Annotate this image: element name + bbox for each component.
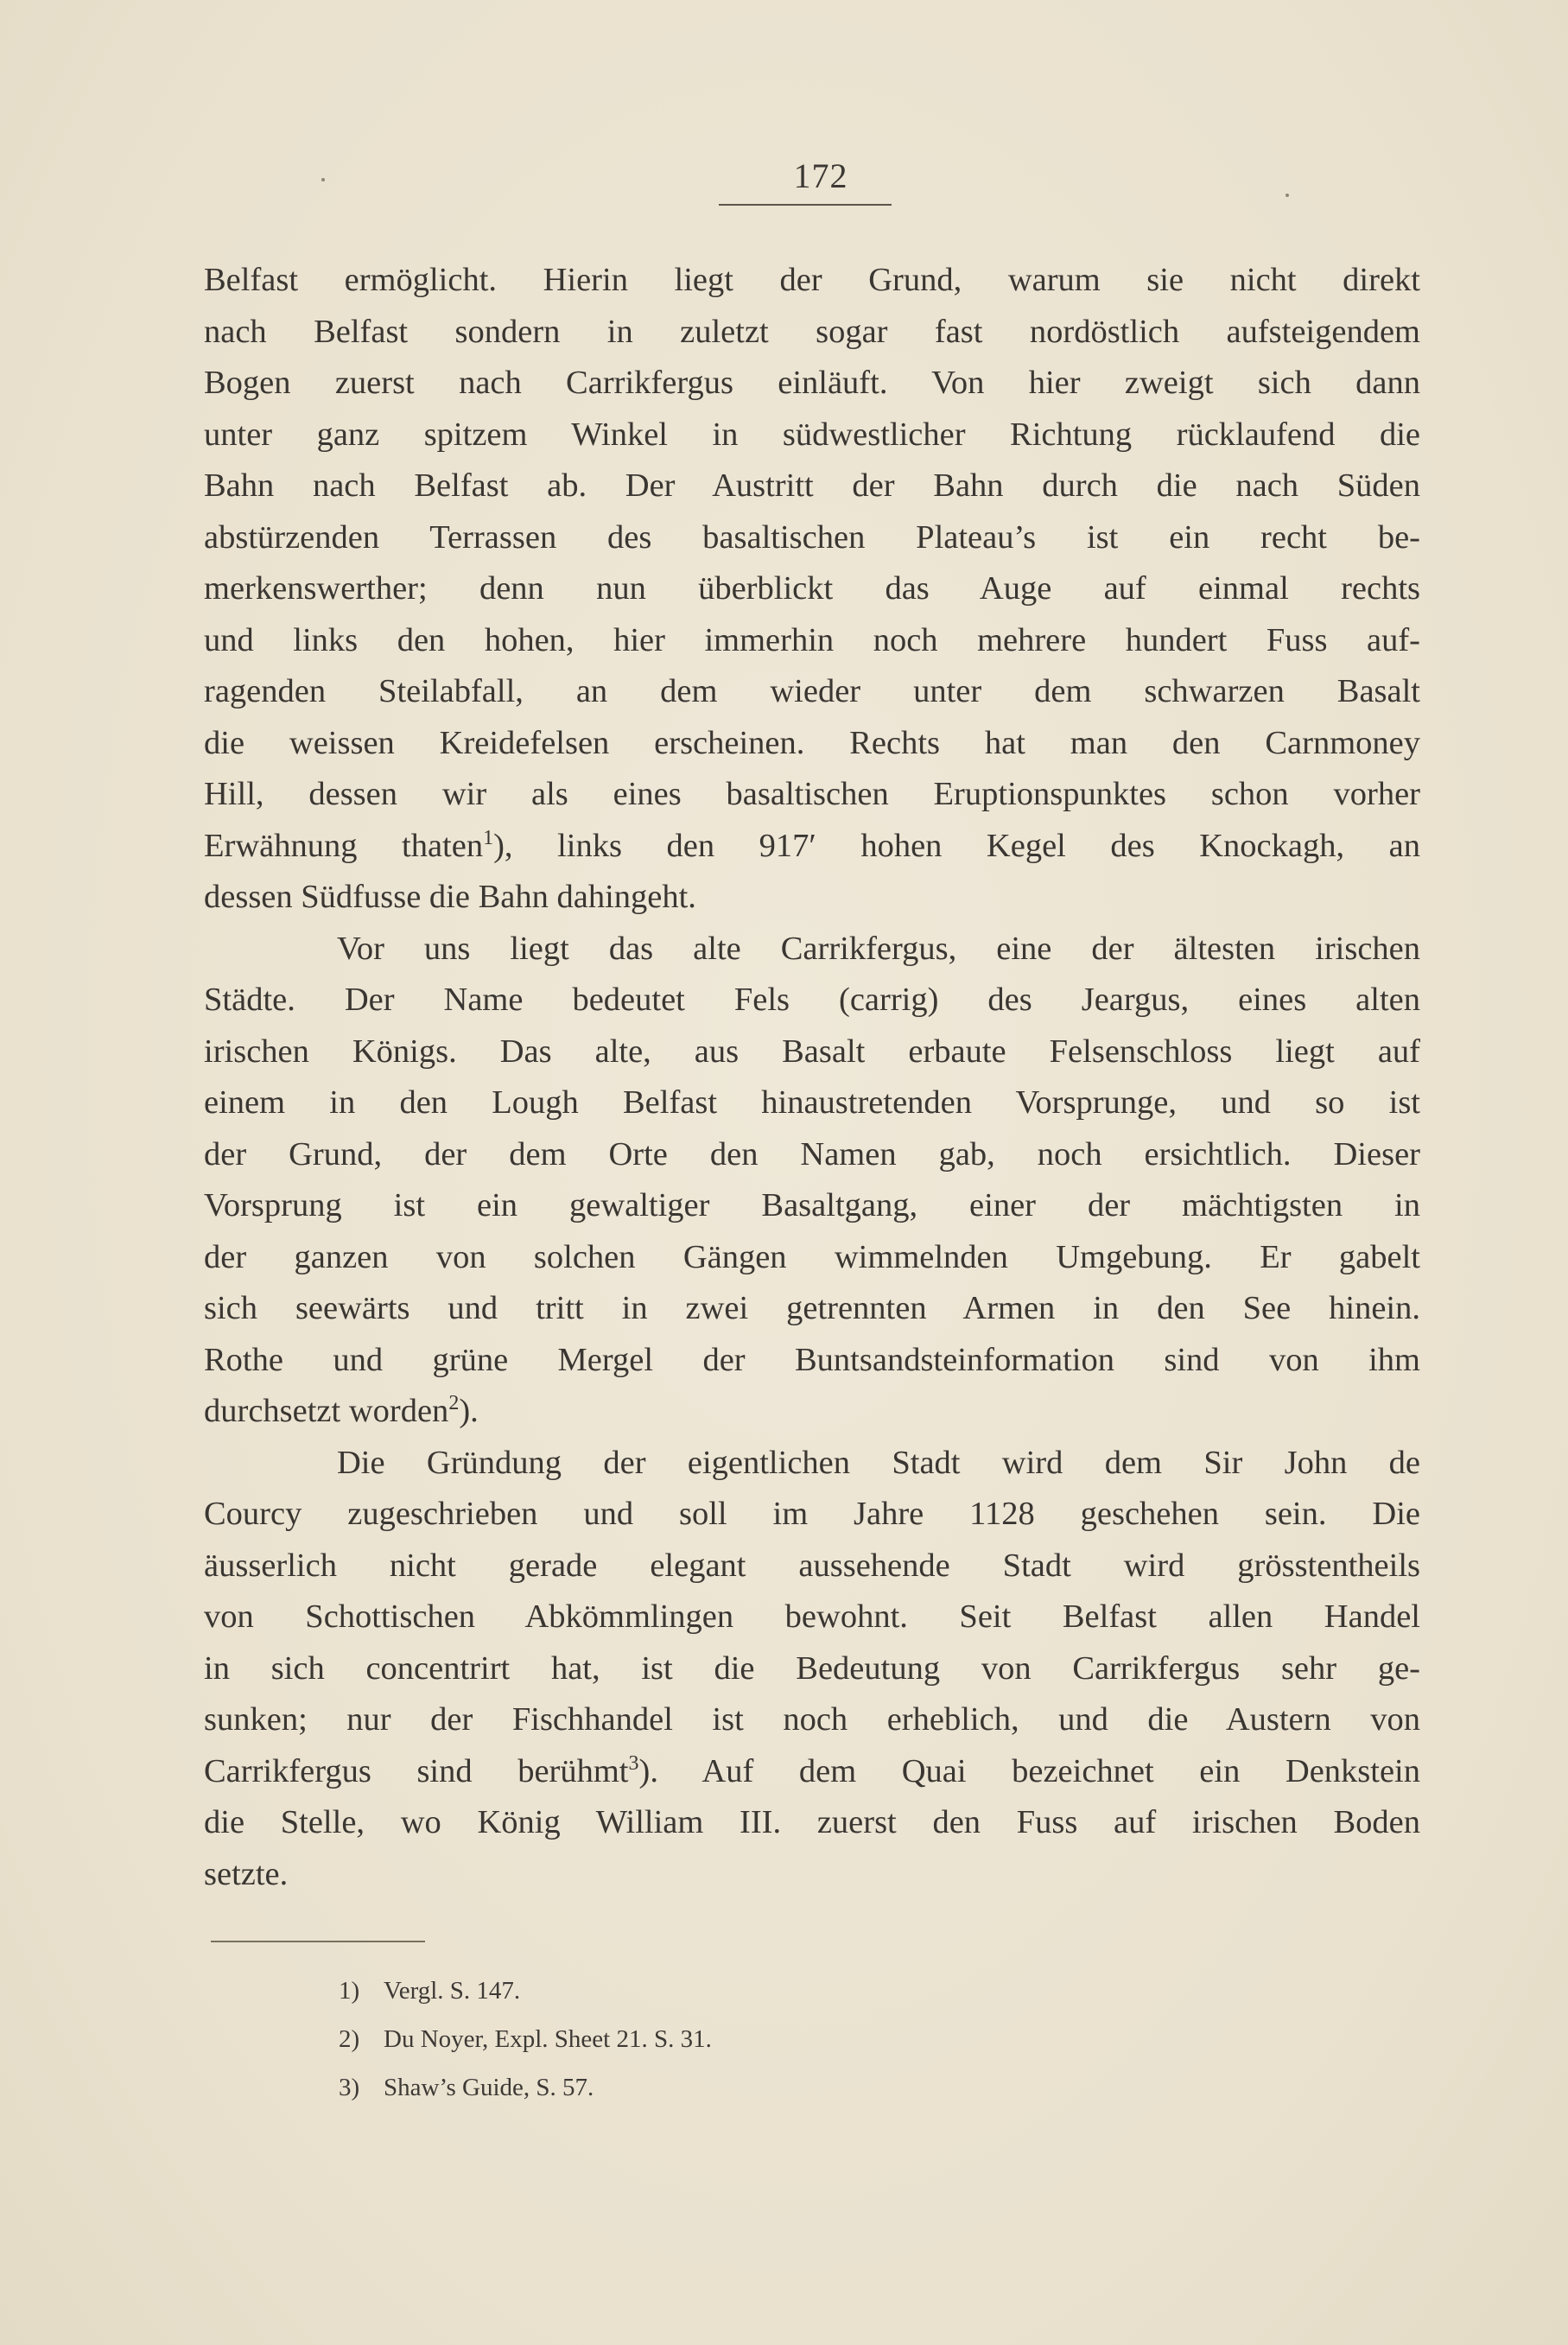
text-line — [204, 821, 1420, 873]
text-line: und links den hohen, hier immerhin noch mehrere hundert Fuss auf- — [204, 621, 1420, 658]
text-segment: ). — [459, 1393, 479, 1429]
footnote — [339, 2015, 1116, 2063]
footnote-number: 3) — [339, 2074, 360, 2101]
text-line: Bogen zuerst nach Carrikfergus einläuft. Von hier zweigt sich dann — [204, 365, 1420, 401]
footnote-text: Vergl. S. 147. — [384, 1977, 521, 2005]
footnote — [339, 1967, 1116, 2015]
footnote-ref-1: 1 — [483, 826, 494, 849]
text-line: irischen Königs. Das alte, aus Basalt erbaute Felsenschloss liegt auf — [204, 1033, 1420, 1070]
footnote-number: 2) — [339, 2025, 360, 2053]
footnote-separator — [211, 1941, 425, 1942]
text-segment: durchsetzt worden — [204, 1393, 449, 1429]
text-line: setzte. — [204, 1855, 289, 1892]
text-segment: Carrikfergus sind berühmt — [204, 1752, 629, 1789]
text-line — [204, 1746, 1420, 1798]
text-line: der Grund, der dem Orte den Namen gab, noch ersichtlich. Dieser — [204, 1135, 1420, 1172]
text-line: Vorsprung ist ein gewaltiger Basaltgang, einer der mächtigsten in — [204, 1187, 1420, 1223]
text-line: Courcy zugeschrieben und soll im Jahre 1128 geschehen sein. Die — [204, 1496, 1420, 1532]
text-segment: ). Auf dem Quai bezeichnet ein Denkstein — [638, 1752, 1421, 1789]
text-segment: ), links den 917′ hohen Kegel des Knockagh, an — [493, 827, 1420, 864]
text-line: Belfast ermöglicht. Hierin liegt der Grund, warum sie nicht direkt — [204, 262, 1420, 298]
text-line — [204, 1386, 1420, 1438]
footnote-ref-2: 2 — [448, 1392, 460, 1414]
body-text — [204, 255, 1420, 1900]
text-segment: Erwähnung thaten — [204, 827, 484, 864]
footnote-ref-3: 3 — [628, 1751, 639, 1775]
text-line: Die Gründung der eigentlichen Stadt wird dem Sir John de — [337, 1444, 1420, 1481]
text-line: äusserlich nicht gerade elegant aussehende Stadt wird grösstentheils — [204, 1547, 1420, 1584]
text-line: die weissen Kreidefelsen erscheinen. Rechts hat man den Carnmoney — [204, 724, 1420, 761]
text-line: Bahn nach Belfast ab. Der Austritt der Bahn durch die nach Süden — [204, 467, 1420, 504]
text-line: sunken; nur der Fischhandel ist noch erheblich, und die Austern von — [204, 1701, 1420, 1738]
text-line: einem in den Lough Belfast hinaustretenden Vorsprunge, und so ist — [204, 1084, 1420, 1121]
text-line: dessen Südfusse die Bahn dahingeht. — [204, 879, 696, 915]
text-line: der ganzen von solchen Gängen wimmelnden Umgebung. Er gabelt — [204, 1238, 1420, 1275]
text-line: sich seewärts und tritt in zwei getrennten Armen in den See hinein. — [204, 1290, 1420, 1326]
footnote — [339, 2063, 1116, 2112]
footnote-number: 1) — [339, 1977, 360, 2005]
page-number: 172 — [793, 156, 848, 195]
text-line: Hill, dessen wir als eines basaltischen Eruptionspunktes schon vorher — [204, 776, 1420, 812]
text-line: ragenden Steilabfall, an dem wieder unter dem schwarzen Basalt — [204, 673, 1420, 709]
footnote-text: Du Noyer, Expl. Sheet 21. S. 31. — [384, 2025, 712, 2053]
paper-speck — [1286, 194, 1289, 197]
footnotes — [339, 1967, 1116, 2112]
text-line: von Schottischen Abkömmlingen bewohnt. Seit Belfast allen Handel — [204, 1598, 1420, 1635]
text-line: Rothe und grüne Mergel der Buntsandsteinformation sind von ihm — [204, 1341, 1420, 1378]
text-line: unter ganz spitzem Winkel in südwestlicher Richtung rücklaufend die — [204, 416, 1420, 453]
text-line: in sich concentrirt hat, ist die Bedeutung von Carrikfergus sehr ge- — [204, 1649, 1420, 1687]
text-line: Städte. Der Name bedeutet Fels (carrig) des Jeargus, eines alten — [204, 982, 1420, 1018]
text-line: Vor uns liegt das alte Carrikfergus, eine der ältesten irischen — [337, 930, 1420, 967]
text-line: nach Belfast sondern in zuletzt sogar fast nordöstlich aufsteigendem — [204, 313, 1420, 350]
page-number-rule — [719, 204, 892, 206]
text-line: abstürzenden Terrassen des basaltischen Plateau’s ist ein recht be- — [204, 518, 1420, 556]
text-line: merkenswerther; denn nun überblickt das Auge auf einmal rechts — [204, 570, 1420, 607]
text-line: die Stelle, wo König William III. zuerst den Fuss auf irischen Boden — [204, 1804, 1420, 1840]
footnote-text: Shaw’s Guide, S. 57. — [384, 2074, 594, 2101]
paper-speck — [321, 178, 325, 181]
